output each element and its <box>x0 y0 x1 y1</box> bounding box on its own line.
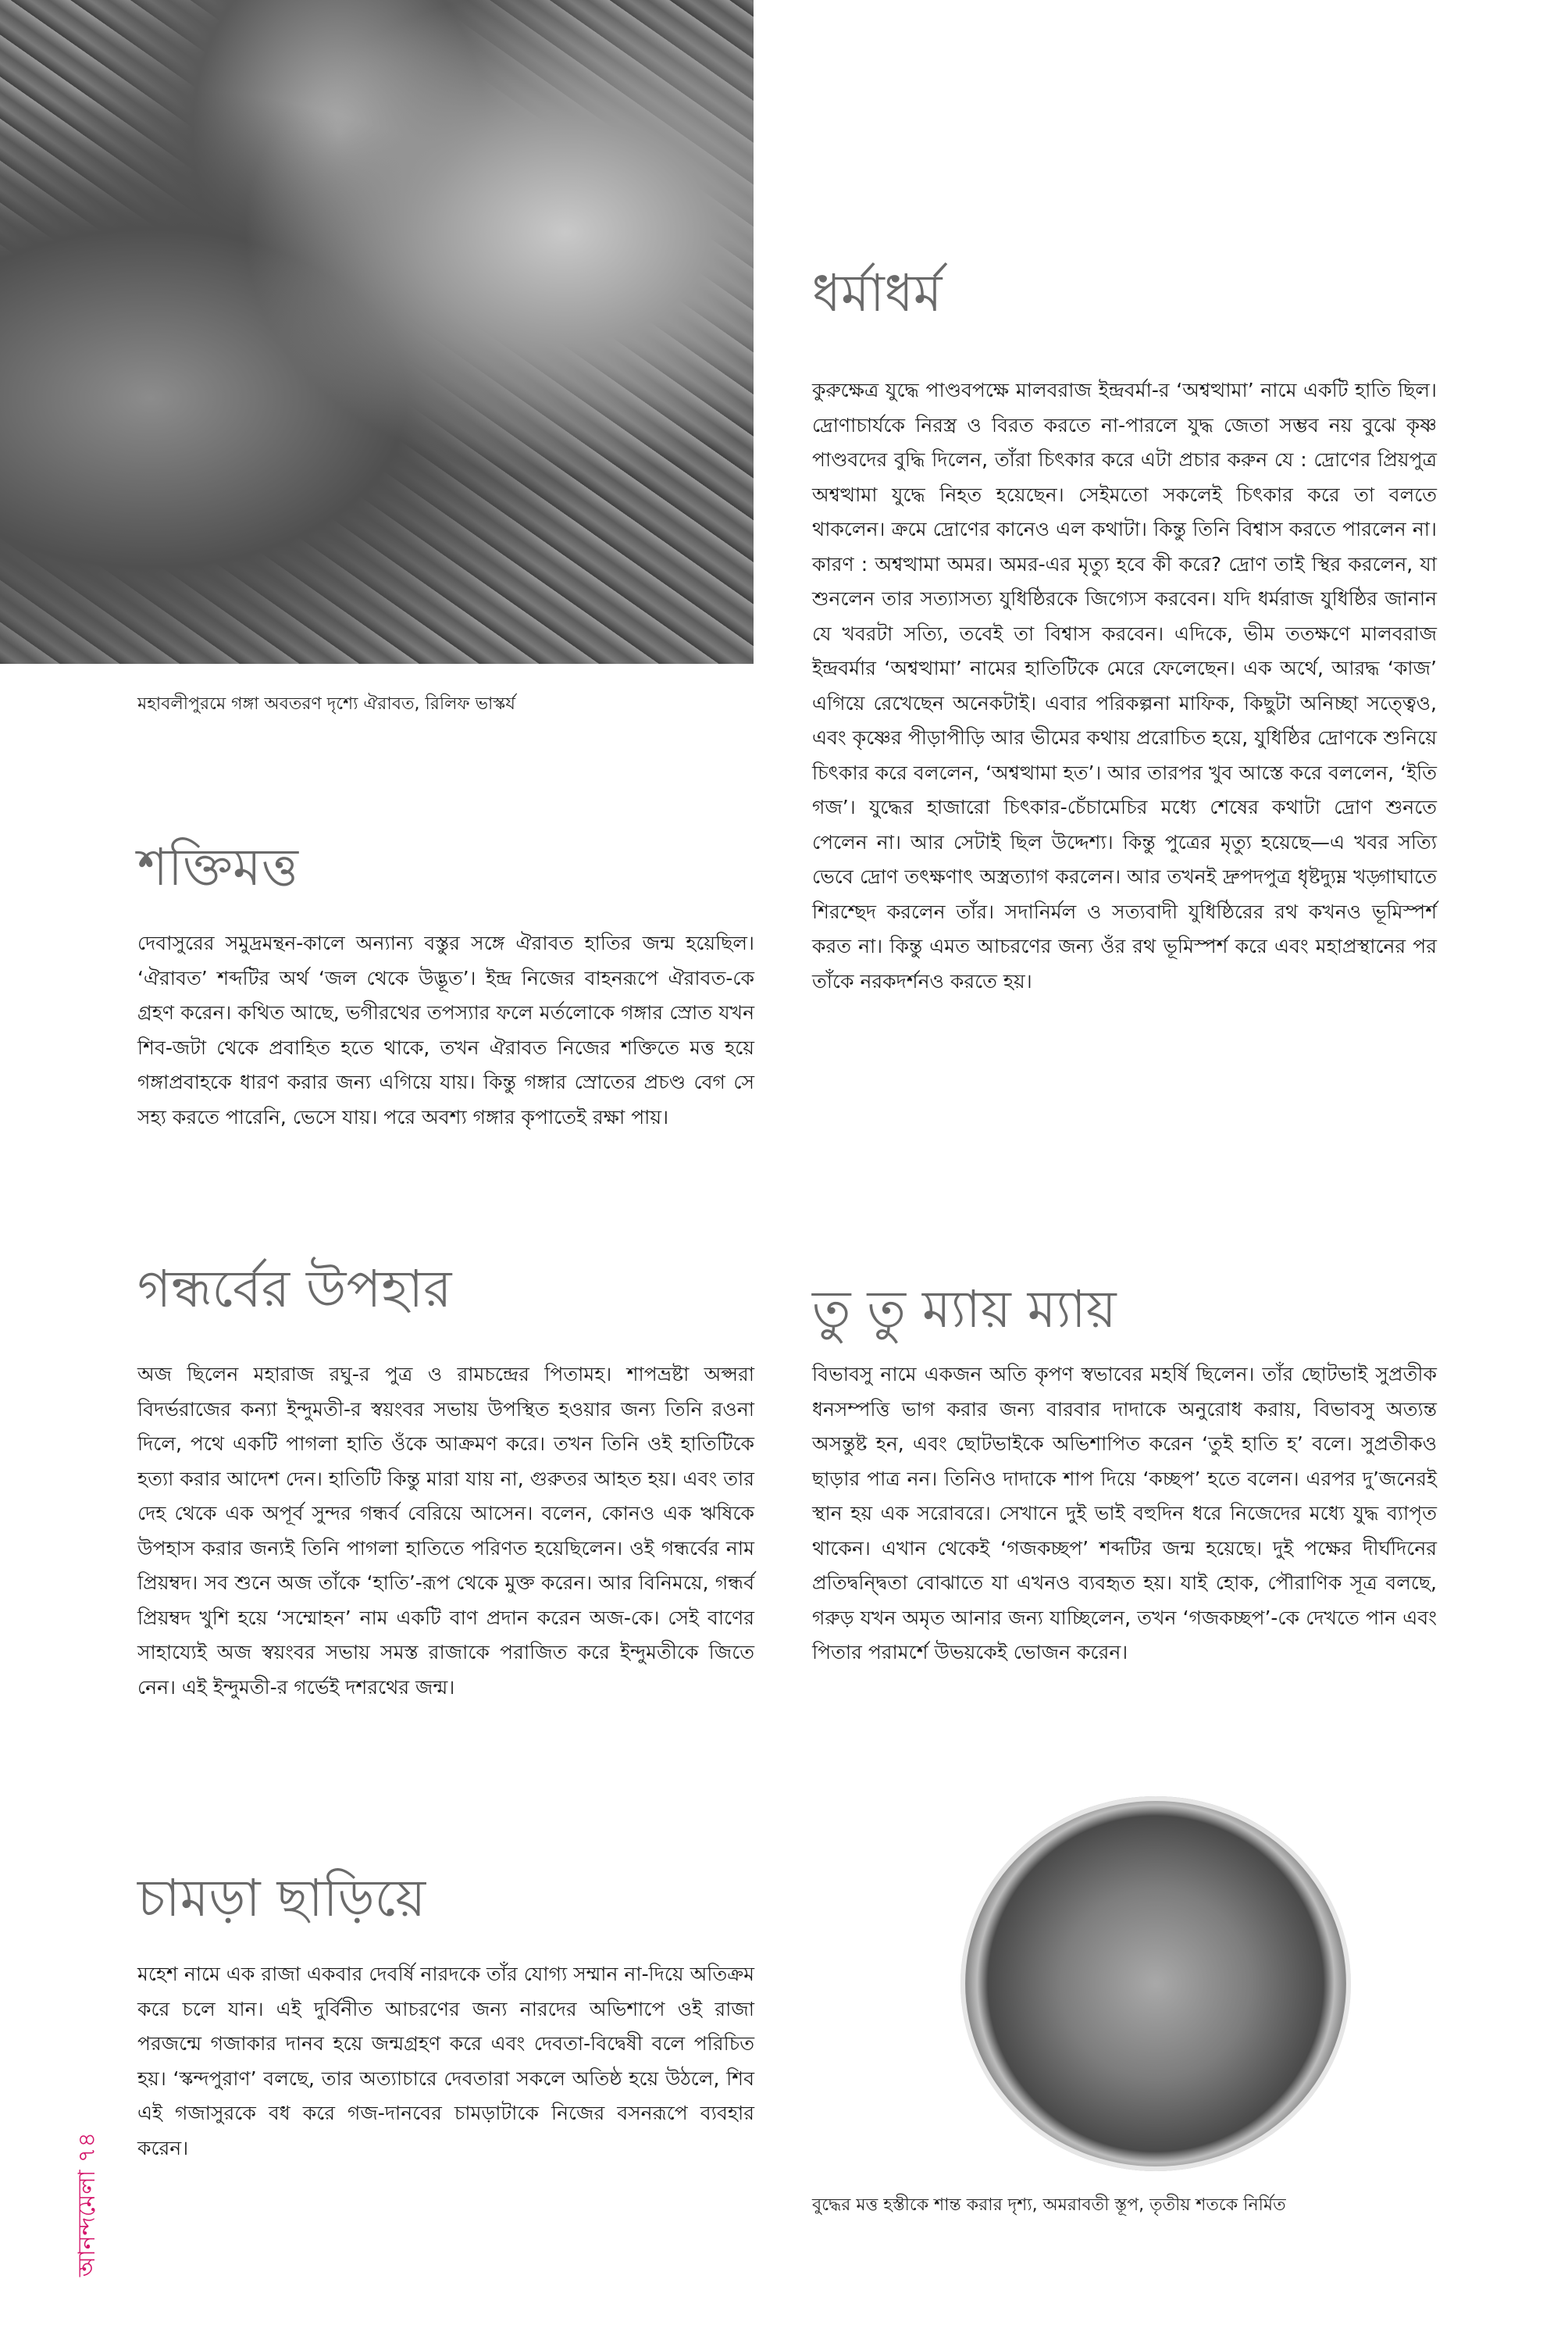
heading-gandharva: গন্ধর্বের উপহার <box>137 1259 452 1319</box>
heading-dharmadharma: ধর্মাধর্ম <box>812 263 943 323</box>
body-dharmadharma: কুরুক্ষেত্র যুদ্ধে পাণ্ডবপক্ষে মালবরাজ ইন্দ্রবর্মা-র ‘অশ্বত্থামা’ নামে একটি হাতি ছিল। দ্রোণাচার্যকে নিরস্ত্র ও বিরত করতে না-পারলে যুদ্ধ জেতা সম্ভব নয় বুঝে কৃষ্ণ পাণ্ডবদের বুদ্ধি দিলেন, তাঁরা চিৎকার করে এটা প্রচার করুন যে : দ্রোণের প্রিয়পুত্র অশ্বত্থামা যুদ্ধে নিহত হয়েছেন। সেইমতো সকলেই চিৎকার করে তা বলতে থাকলেন। ক্রমে দ্রোণের কানেও এল কথাটা। কিন্তু তিনি বিশ্বাস করতে পারলেন না। কারণ : অশ্বত্থামা অমর। অমর-এর মৃত্যু হবে কী করে? দ্রোণ তাই স্থির করলেন, যা শুনলেন তার সত্যাসত্য যুধিষ্ঠিরকে জিগ্যেস করবেন। যদি ধর্মরাজ যুধিষ্ঠির জানান যে খবরটা সত্যি, তবেই তা বিশ্বাস করবেন। এদিকে, ভীম ততক্ষণে মালবরাজ ইন্দ্রবর্মার ‘অশ্বত্থামা’ নামের হাতিটিকে মেরে ফেলেছেন। এক অর্থে, আরদ্ধ ‘কাজ’ এগিয়ে রেখেছেন অনেকটাই। এবার পরিকল্পনা মাফিক, কিছুটা অনিচ্ছা সত্ত্বেও, এবং কৃষ্ণের পীড়াপীড়ি আর ভীমের কথায় প্ররোচিত হয়ে, যুধিষ্ঠির দ্রোণকে শুনিয়ে চিৎকার করে বললেন, ‘অশ্বত্থামা হত’। আর তারপর খুব আস্তে করে বললেন, ‘ইতি গজ’। যুদ্ধের হাজারো চিৎকার-চেঁচামেচির মধ্যে শেষের কথাটা দ্রোণ শুনতে পেলেন না। আর সেটাই ছিল উদ্দেশ্য। কিন্তু পুত্রের মৃত্যু হয়েছে—এ খবর সত্যি ভেবে দ্রোণ তৎক্ষণাৎ অস্ত্রত্যাগ করলেন। আর তখনই দ্রুপদপুত্র ধৃষ্টদ্যুম্ন খড়্গাঘাতে শিরশ্ছেদ করলেন তাঁর। সদানির্মল ও সত্যবাদী যুধিষ্ঠিরের রথ কখনও ভূমিস্পর্শ করত না। কিন্তু এমত আচরণের জন্য ওঁর রথ ভূমিস্পর্শ করে এবং মহাপ্রস্থানের পর তাঁকে নরকদর্শনও করতে হয়। <box>812 379 1437 993</box>
heading-chamra: চামড়া ছাড়িয়ে <box>137 1868 426 1928</box>
amaravati-medallion-photo <box>960 1796 1351 2171</box>
heading-tutu: তু তু ম্যায় ম্যায় <box>812 1279 1117 1339</box>
body-tutu: বিভাবসু নামে একজন অতি কৃপণ স্বভাবের মহর্ষি ছিলেন। তাঁর ছোটভাই সুপ্রতীক ধনসম্পত্তি ভাগ করার জন্য বারবার দাদাকে অনুরোধ করায়, বিভাবসু অত্যন্ত অসন্তুষ্ট হন, এবং ছোটভাইকে অভিশাপিত করেন ‘তুই হাতি হ’ বলে। সুপ্রতীকও ছাড়ার পাত্র নন। তিনিও দাদাকে শাপ দিয়ে ‘কচ্ছপ’ হতে বলেন। এরপর দু’জনেরই স্থান হয় এক সরোবরে। সেখানে দুই ভাই বহুদিন ধরে নিজেদের মধ্যে যুদ্ধ ব্যাপৃত থাকেন। এখান থেকেই ‘গজকচ্ছপ’ শব্দটির জন্ম হয়েছে। দুই পক্ষের দীর্ঘদিনের প্রতিদ্বন্দ্বিতা বোঝাতে যা এখনও ব্যবহৃত হয়। যাই হোক, পৌরাণিক সূত্র বলছে, গরুড় যখন অমৃত আনার জন্য যাচ্ছিলেন, তখন ‘গজকচ্ছপ’-কে দেখতে পান এবং পিতার পরামর্শে উভয়কেই ভোজন করেন। <box>812 1363 1437 1664</box>
body-shaktimatta: দেবাসুরের সমুদ্রমন্থন-কালে অন্যান্য বস্তুর সঙ্গে ঐরাবত হাতির জন্ম হয়েছিল। ‘ঐরাবত’ শব্দটির অর্থ ‘জল থেকে উদ্ভূত’। ইন্দ্র নিজের বাহনরূপে ঐরাবত-কে গ্রহণ করেন। কথিত আছে, ভগীরথের তপস্যার ফলে মর্তলোকে গঙ্গার স্রোত যখন শিব-জটা থেকে প্রবাহিত হতে থাকে, তখন ঐরাবত নিজের শক্তিতে মত্ত হয়ে গঙ্গাপ্রবাহকে ধারণ করার জন্য এগিয়ে যায়। কিন্তু গঙ্গার স্রোতের প্রচণ্ড বেগ সে সহ্য করতে পারেনি, ভেসে যায়। পরে অবশ্য গঙ্গার কৃপাতেই রক্ষা পায়। <box>137 932 754 1129</box>
heading-shaktimatta: শক্তিমত্ত <box>137 837 298 897</box>
top-photo-caption: মহাবলীপুরমে গঙ্গা অবতরণ দৃশ্যে ঐরাবত, রিলিফ ভাস্কর্য <box>137 694 515 714</box>
body-gandharva: অজ ছিলেন মহারাজ রঘু-র পুত্র ও রামচন্দ্রের পিতামহ। শাপভ্রষ্টা অপ্সরা বিদর্ভরাজের কন্যা ইন্দুমতী-র স্বয়ংবর সভায় উপস্থিত হওয়ার জন্য তিনি রওনা দিলে, পথে একটি পাগলা হাতি ওঁকে আক্রমণ করে। তখন তিনি ওই হাতিটিকে হত্যা করার আদেশ দেন। হাতিটি কিন্তু মারা যায় না, গুরুতর আহত হয়। এবং তার দেহ থেকে এক অপূর্ব সুন্দর গন্ধর্ব বেরিয়ে আসেন। বলেন, কোনও এক ঋষিকে উপহাস করার জন্যই তিনি পাগলা হাতিতে পরিণত হয়েছিলেন। ওই গন্ধর্বের নাম প্রিয়ম্বদ। সব শুনে অজ তাঁকে ‘হাতি’-রূপ থেকে মুক্ত করেন। আর বিনিময়ে, গন্ধর্ব প্রিয়ম্বদ খুশি হয়ে ‘সম্মোহন’ নাম একটি বাণ প্রদান করেন অজ-কে। সেই বাণের সাহায্যেই অজ স্বয়ংবর সভায় সমস্ত রাজাকে পরাজিত করে ইন্দুমতীকে জিতে নেন। এই ইন্দুমতী-র গর্ভেই দশরথের জন্ম। <box>137 1363 754 1699</box>
page-folio: আনন্দমেলা ৭৪ <box>73 2132 101 2277</box>
body-chamra: মহেশ নামে এক রাজা একবার দেবর্ষি নারদকে তাঁর যোগ্য সম্মান না-দিয়ে অতিক্রম করে চলে যান। এই দুর্বিনীত আচরণের জন্য নারদের অভিশাপে ওই রাজা পরজন্মে গজাকার দানব হয়ে জন্মগ্রহণ করে এবং দেবতা-বিদ্বেষী বলে পরিচিত হয়। ‘স্কন্দপুরাণ’ বলছে, তার অত্যাচারে দেবতারা সকলে অতিষ্ঠ হয়ে উঠলে, শিব এই গজাসুরকে বধ করে গজ-দানবের চামড়াটাকে নিজের বসনরূপে ব্যবহার করেন। <box>137 1963 754 2159</box>
bottom-photo-caption: বুদ্ধের মত্ত হস্তীকে শান্ত করার দৃশ্য, অমরাবতী স্তূপ, তৃতীয় শতকে নির্মিত <box>812 2195 1286 2215</box>
elephant-relief-photo <box>0 0 754 664</box>
